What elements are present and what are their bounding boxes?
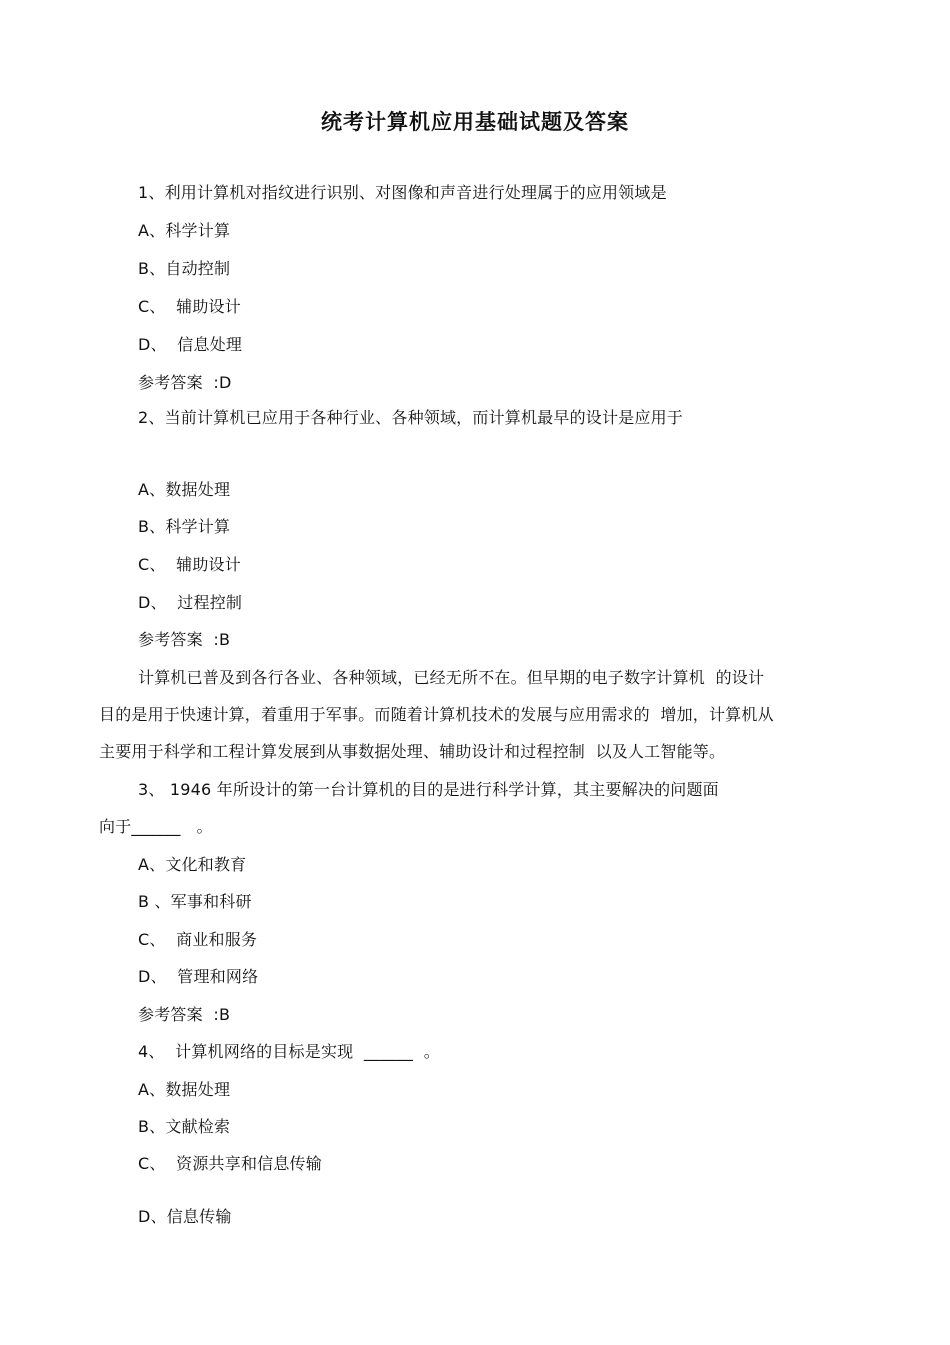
question-3-continued: 向于______ 。 — [99, 817, 213, 836]
question-4-option-a: A、数据处理 — [138, 1080, 231, 1099]
question-3-option-a: A、文化和教育 — [138, 855, 247, 874]
question-2-option-b: B、科学计算 — [138, 517, 231, 536]
question-1: 1、利用计算机对指纹进行识别、对图像和声音进行处理属于的应用领域是 — [138, 183, 667, 202]
page-title: 统考计算机应用基础试题及答案 — [321, 110, 629, 134]
question-3: 3、 1946 年所设计的第一台计算机的目的是进行科学计算，其主要解决的问题面 — [138, 780, 719, 799]
question-3-answer: 参考答案 :B — [138, 1005, 231, 1024]
question-3-option-b: B 、军事和科研 — [138, 892, 252, 911]
question-2-option-d: D、 过程控制 — [138, 593, 243, 612]
question-4-option-c: C、 资源共享和信息传输 — [138, 1154, 322, 1173]
question-1-option-d: D、 信息处理 — [138, 335, 243, 354]
question-1-option-b: B、自动控制 — [138, 259, 231, 278]
question-1-option-a: A、科学计算 — [138, 221, 231, 240]
question-2-explanation-line: 主要用于科学和工程计算发展到从事数据处理、辅助设计和过程控制 以及人工智能等。 — [99, 742, 726, 761]
question-3-option-c: C、 商业和服务 — [138, 930, 258, 949]
question-4-option-b: B、文献检索 — [138, 1117, 231, 1136]
question-2-explanation-line: 目的是用于快速计算，着重用于军事。而随着计算机技术的发展与应用需求的 增加，计算机从 — [99, 705, 774, 724]
question-4: 4、 计算机网络的目标是实现 ______ 。 — [138, 1042, 440, 1061]
question-2-answer: 参考答案 :B — [138, 630, 231, 649]
question-3-option-d: D、 管理和网络 — [138, 967, 259, 986]
question-2: 2、当前计算机已应用于各种行业、各种领域，而计算机最早的设计是应用于 — [138, 408, 683, 427]
question-2-explanation-line: 计算机已普及到各行各业、各种领域，已经无所不在。但早期的电子数字计算机 的设计 — [138, 668, 765, 687]
question-2-option-c: C、 辅助设计 — [138, 555, 241, 574]
question-1-option-c: C、 辅助设计 — [138, 297, 241, 316]
question-1-answer: 参考答案 :D — [138, 373, 232, 392]
question-4-option-d: D、信息传输 — [138, 1207, 232, 1226]
question-2-option-a: A、数据处理 — [138, 480, 231, 499]
